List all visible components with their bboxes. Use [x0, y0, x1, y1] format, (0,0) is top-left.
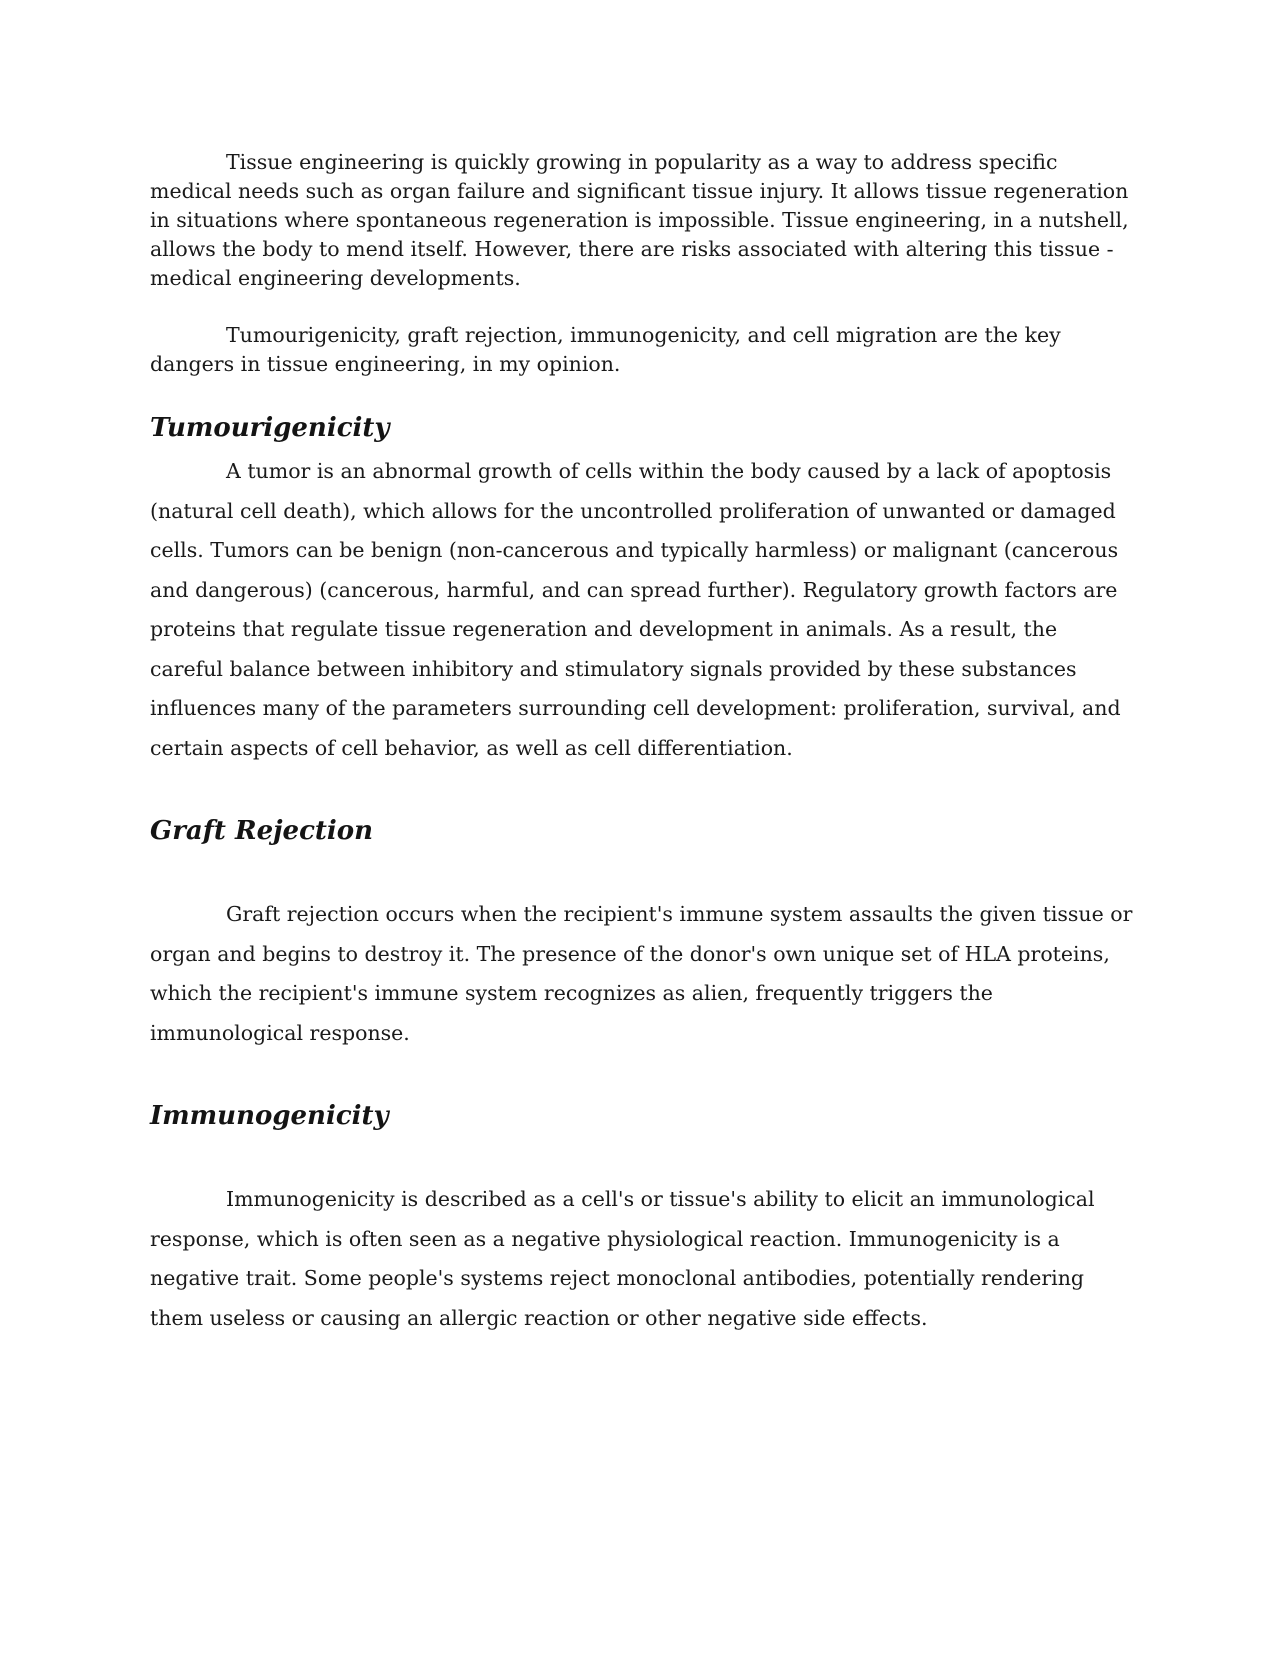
- intro-paragraph-1: Tissue engineering is quickly growing in popularity as a way to address specific medical needs such as organ failure and significant tissue injury. It allows tissue regeneration in situations where spontaneous regeneration is impossible. Tissue engineering, in a nutshell, allows the body to mend itself. However, there are risks associated with altering this tissue - medical engineering developments.: [150, 150, 1129, 290]
- paragraph-immunogenicity: Immunogenicity is described as a cell's or tissue's ability to elicit an immunological response, which is often seen as a negative physiological reaction. Immunogenicity is a negative trait. Some people's systems reject monoclonal antibodies, potentially rendering them useless or causing an allergic reaction or other negative side effects.: [150, 1187, 1095, 1330]
- paragraph-tumourigenicity: A tumor is an abnormal growth of cells within the body caused by a lack of apoptosis (natural cell death), which allows for the uncontrolled proliferation of unwanted or damaged cells. Tumors can be benign (non-cancerous and typically harmless) or malignant (cancerous and dangerous) (cancerous, harmful, and can spread further). Regulatory growth factors are proteins that regulate tissue regeneration and development in animals. As a result, the careful balance between inhibitory and stimulatory signals provided by these substances influences many of the parameters surrounding cell development: proliferation, survival, and certain aspects of cell behavior, as well as cell differentiation.: [150, 459, 1121, 760]
- heading-tumourigenicity: Tumourigenicity: [150, 413, 390, 443]
- intro-paragraph-2: Tumourigenicity, graft rejection, immunogenicity, and cell migration are the key dangers in tissue engineering, in my opinion.: [150, 323, 1061, 376]
- paragraph-graft-rejection: Graft rejection occurs when the recipient's immune system assaults the given tissue or organ and begins to destroy it. The presence of the donor's own unique set of HLA proteins, which the recipient's immune system recognizes as alien, frequently triggers the immunological response.: [150, 902, 1133, 1045]
- heading-immunogenicity: Immunogenicity: [150, 1101, 389, 1131]
- document-page: [150, 148, 1135, 1338]
- heading-graft-rejection: Graft Rejection: [150, 816, 374, 846]
